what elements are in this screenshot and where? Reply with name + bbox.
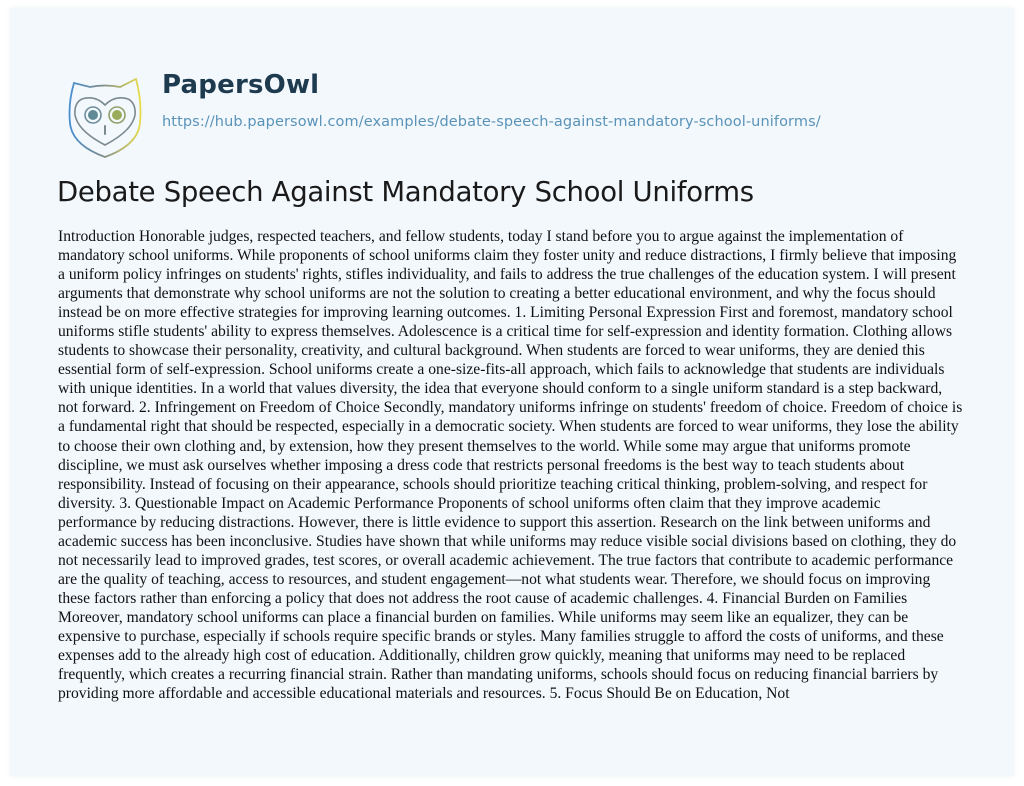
body-line: mandatory school uniforms. While proponents of school uniforms claim they foster unity and reduce distractions, I firmly believe that imposing xyxy=(58,247,957,265)
body-line: responsibility. Instead of focusing on their appearance, schools should prioritize teaching critical thinking, problem-solving, and respect for xyxy=(58,475,928,493)
body-line: not forward. 2. Infringement on Freedom of Choice Secondly, mandatory uniforms infringe on students' freedom of choice. Freedom of choice is xyxy=(58,399,963,417)
owl-logo-icon xyxy=(60,71,150,161)
body-line: not necessarily lead to improved grades, test scores, or overall academic achievement. The true factors that contribute to academic performance xyxy=(58,551,954,569)
brand-logo xyxy=(60,71,150,161)
body-line: performance by reducing distractions. However, there is little evidence to support this assertion. Research on the link between uniforms and xyxy=(58,513,931,531)
body-line: academic success has been inconclusive. Studies have shown that while uniforms may reduce visible social divisions based on clothing, they do xyxy=(58,532,957,550)
document-card xyxy=(10,8,1014,776)
article-body xyxy=(58,227,998,703)
body-line: arguments that demonstrate why school uniforms are not the solution to creating a better educational environment, and why the focus should xyxy=(58,285,936,303)
brand-name: PapersOwl xyxy=(162,70,320,100)
body-line: essential form of self-expression. School uniforms create a one-size-fits-all approach, which fails to acknowledge that students are individuals xyxy=(58,361,945,379)
body-line: Introduction Honorable judges, respected teachers, and fellow students, today I stand before you to argue against the implementation of xyxy=(58,228,904,245)
body-line: a fundamental right that should be respected, especially in a democratic society. When students are forced to wear uniforms, they lose the ability xyxy=(58,418,959,436)
body-line: providing more affordable and accessible educational materials and resources. 5. Focus Should Be on Education, Not xyxy=(58,685,790,703)
source-url[interactable]: https://hub.papersowl.com/examples/debate-speech-against-mandatory-school-uniforms/ xyxy=(162,114,821,130)
body-line: to choose their own clothing and, by extension, how they present themselves to the world. While some may argue that uniforms promote xyxy=(58,437,911,455)
body-line: with unique identities. In a world that values diversity, the idea that everyone should conform to a single uniform standard is a step backward, xyxy=(58,380,943,398)
body-line: are the quality of teaching, access to resources, and student engagement—not what students wear. Therefore, we should focus on improving xyxy=(58,570,931,588)
body-line: discipline, we must ask ourselves whether imposing a dress code that restricts personal freedoms is the best way to teach students about xyxy=(58,456,905,474)
body-line: expenses add to the already high cost of education. Additionally, children grow quickly, meaning that uniforms may need to be replaced xyxy=(58,647,906,665)
body-line: uniforms stifle students' ability to express themselves. Adolescence is a critical time for self-expression and identity formation. Clothing allows xyxy=(58,323,953,341)
body-line: Moreover, mandatory school uniforms can place a financial burden on families. While uniforms may seem like an equalizer, they can be xyxy=(58,608,909,626)
body-line: a uniform policy infringes on students' rights, stifles individuality, and fails to address the true challenges of the education system. I will present xyxy=(58,266,956,284)
page-title: Debate Speech Against Mandatory School Uniforms xyxy=(57,176,754,208)
body-line: students to showcase their personality, creativity, and cultural background. When students are forced to wear uniforms, they are denied this xyxy=(58,342,925,360)
body-line: diversity. 3. Questionable Impact on Academic Performance Proponents of school uniforms often claim that they improve academic xyxy=(58,494,881,512)
body-line: frequently, which creates a recurring financial strain. Rather than mandating uniforms, schools should focus on reducing financial barriers by xyxy=(58,666,939,684)
body-line: expensive to purchase, especially if schools require specific brands or styles. Many families struggle to afford the costs of uniforms, and these xyxy=(58,627,944,645)
body-line: these factors rather than enforcing a policy that does not address the root cause of academic challenges. 4. Financial Burden on Families xyxy=(58,589,908,607)
body-line: instead be on more effective strategies for improving learning outcomes. 1. Limiting Personal Expression First and foremost, mandatory school xyxy=(58,304,953,322)
